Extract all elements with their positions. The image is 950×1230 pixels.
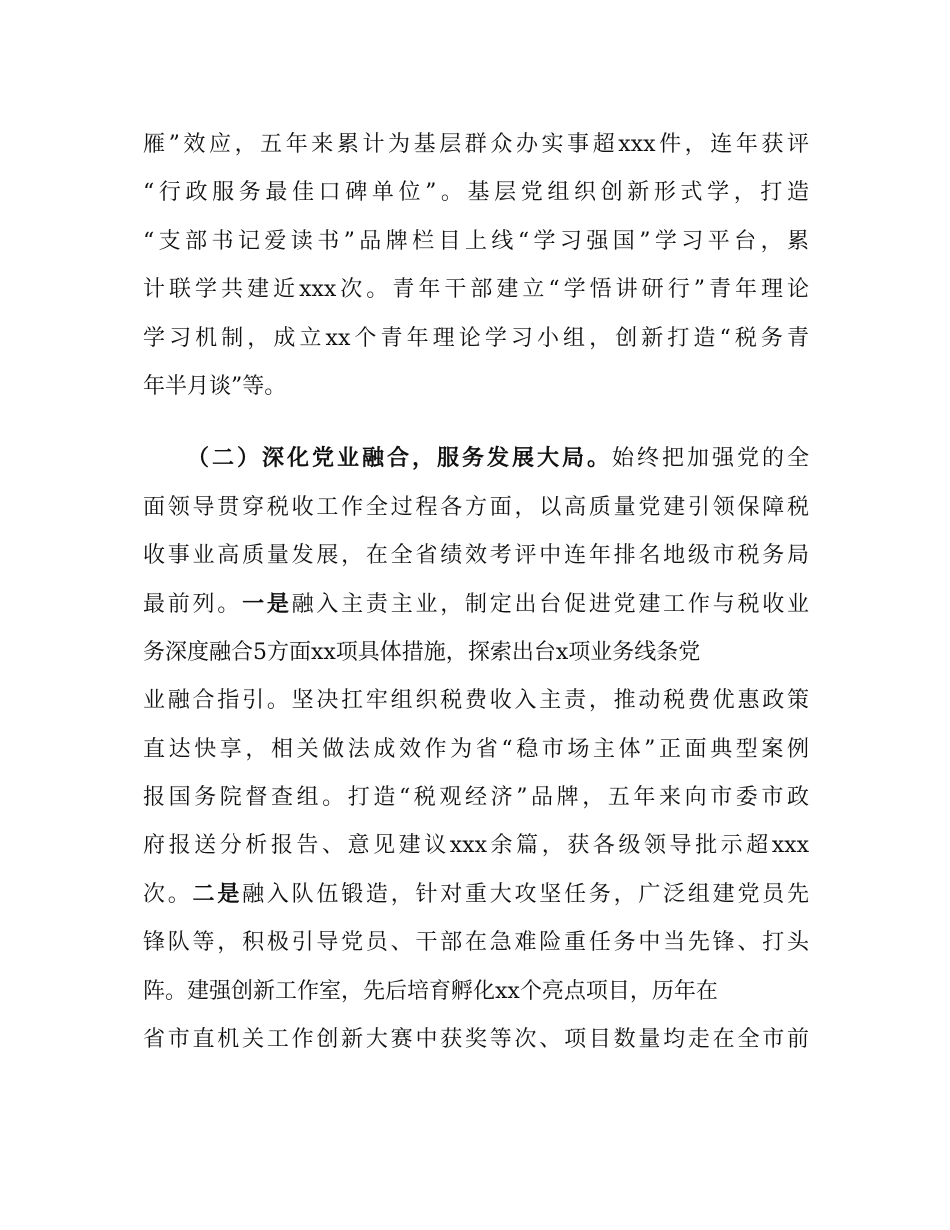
body-text: 阵。建强创新工作室，先后培育孵化xx个亮点项目，历年在 [143,978,718,1004]
text-line [143,975,809,1023]
body-text: 报国务院督查组。打造“税观经济”品牌，五年来向市委市政 [143,785,809,811]
body-text: 面领导贯穿税收工作全过程各方面，以高质量党建引领保障税 [143,494,809,520]
text-line [143,878,809,926]
text-line [143,442,809,490]
body-text: 融入主责主业，制定出台促进党建工作与税收业 [291,591,809,617]
text-line [143,1023,809,1071]
text-line [143,322,809,370]
body-text: 始终把加强党的全 [611,446,809,472]
text-line [143,176,809,224]
bold-heading-text: 二是 [192,881,243,907]
paragraph [143,442,809,1071]
text-line [143,225,809,273]
body-text: 务深度融合5方面xx项具体措施，探索出台x项业务线条党 [143,639,701,665]
text-line [143,128,809,176]
text-line [143,370,809,418]
body-text: 业融合指引。坚决扛牢组织税费收入主责，推动税费优惠政策 [143,688,809,714]
body-text: 年半月谈”等。 [143,373,287,399]
body-text: 省市直机关工作创新大赛中获奖等次、项目数量均走在全市前 [143,1027,809,1053]
text-line [143,636,809,684]
paragraph-gap [143,418,809,442]
body-text: 收事业高质量发展，在全省绩效考评中连年排名地级市税务局 [143,543,809,569]
body-text: 直达快享，相关做法成效作为省“稳市场主体”正面典型案例 [143,736,809,762]
text-line [143,926,809,974]
text-line [143,588,809,636]
text-line [143,781,809,829]
paragraph [143,128,809,418]
bold-heading-text: 一是 [242,591,292,617]
body-text: 最前列。 [143,591,243,617]
text-line [143,684,809,732]
body-text: 雁”效应，五年来累计为基层群众办实事超xxx件，连年获评 [143,132,809,157]
text-line [143,273,809,321]
body-text: 计联学共建近xxx次。青年干部建立“学悟讲研行”青年理论 [143,277,809,303]
body-text: “行政服务最佳口碑单位”。基层党组织创新形式学，打造 [143,180,809,206]
text-line [143,733,809,781]
text-line [143,829,809,877]
text-line [143,491,809,539]
body-text: 府报送分析报告、意见建议xxx余篇，获各级领导批示超xxx [143,833,809,859]
body-text: “支部书记爱读书”品牌栏目上线“学习强国”学习平台，累 [143,228,809,254]
body-text: 学习机制，成立xx个青年理论学习小组，创新打造“税务青 [143,325,809,351]
body-text: 次。 [143,881,193,907]
body-text: 锋队等，积极引导党员、干部在急难险重任务中当先锋、打头 [143,930,809,956]
body-text: 融入队伍锻造，针对重大攻坚任务，广泛组建党员先 [242,881,809,907]
document-body [143,128,809,1071]
text-line [143,539,809,587]
bold-heading-text: （二）深化党业融合，服务发展大局。 [187,446,612,472]
